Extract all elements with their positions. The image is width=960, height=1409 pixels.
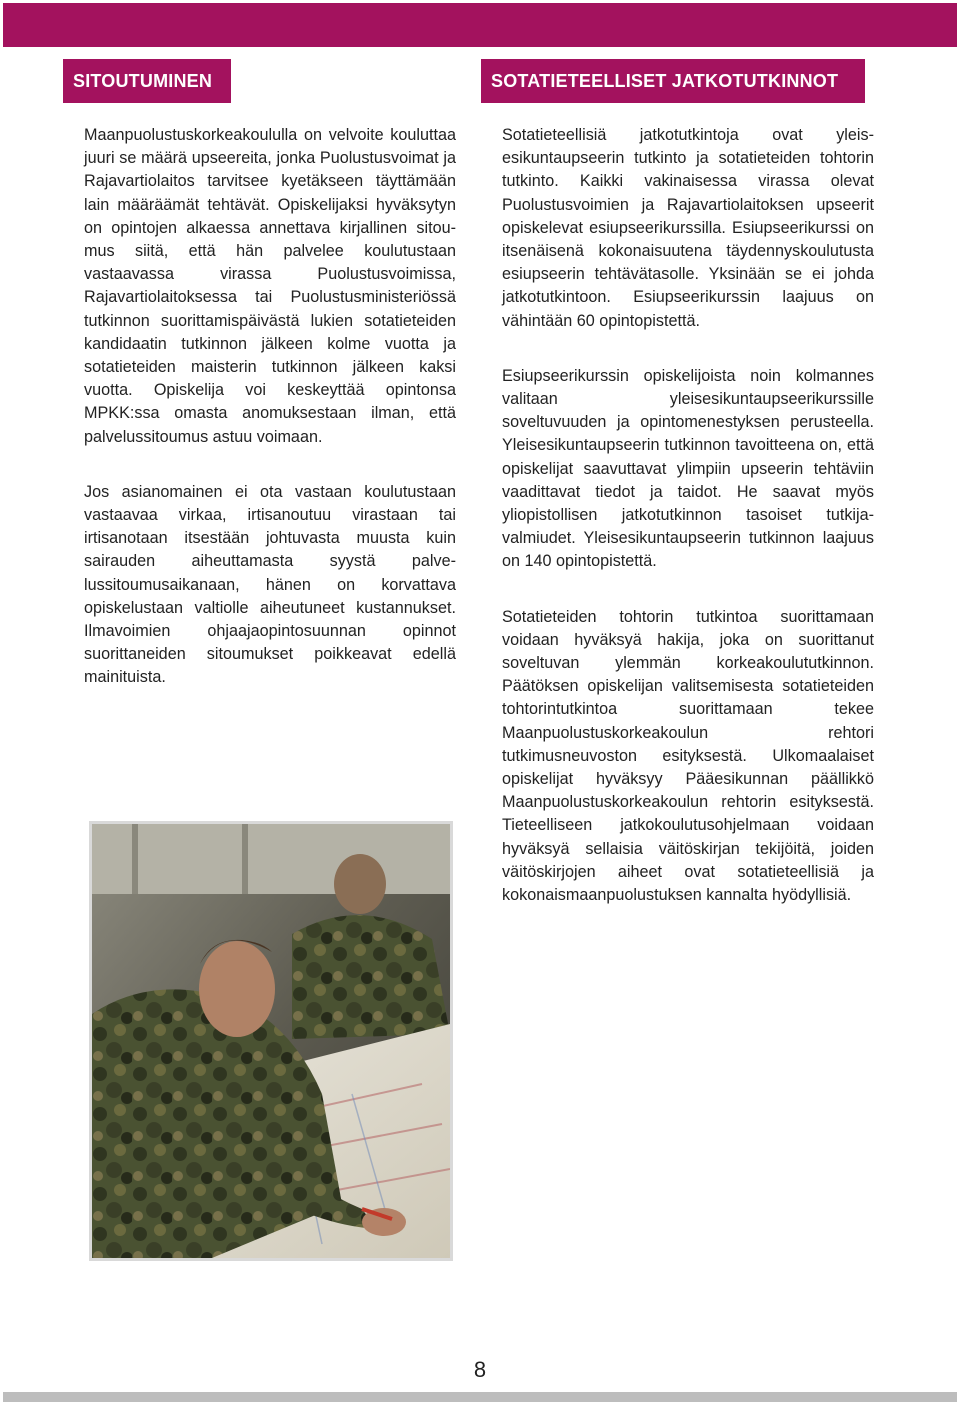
paragraph: Maanpuolustuskorkeakoululla on velvoite kouluttaa juuri se määrä upseereita, jonka Puolustusvoimat ja Rajavartiolaitos tarvitsee kyetäkseen täyttämään lain määräämät tehtävät. Opiskelijaksi hyväksytyn on opintojen alkaessa annettava kirjallinen sitoumus siitä, että hän palvelee koulutustaan vastaavassa virassa Puolustusvoimissa, Rajavartiolaitoksessa tai Puolustusministeriössä tutkinnon suorittamispäivästä lukien sotatieteiden kandidaatin tutkinnon jälkeen kolme vuotta ja sotatieteiden maisterin tutkinnon jälkeen kaksi vuotta. Opiskelija voi keskeyttää opintonsa MPKK:ssa omasta anomuksestaan ilman, että palvelussitoumus astuu voimaan. xyxy=(84,126,456,446)
footer-rule xyxy=(3,1392,957,1402)
paragraph: Esiupseerikurssin opiskelijoista noin kolmannes valitaan yleisesikuntaupseerikurssille soveltuvuuden ja opintomenestyksen perusteella. Yleisesikuntaupseerin tutkinnon tavoitteena on, että opiskelijat saavuttavat ylimpiin upseerin tehtäviin vaadittavat tiedot ja taidot. He saavat myös yliopistollisen jatkotutkinnon tasoiset tutkijavalmiudet. Yleisesikuntaupseerin tutkinnon laajuus on 140 opintopistettä. xyxy=(502,366,874,571)
left-column-text xyxy=(84,124,456,722)
paragraph: Sotatieteellisiä jatkotutkintoja ovat yleisesikuntaupseerin tutkinto ja sotatieteiden tohtorin tutkinto. Kaikki vakinaisessa virassa olevat Puolustusvoimien ja Rajavartiolaitoksen upseerit opiskelevat esiupseerikurssilla. Esiupseerikurssi on itsenäisenä kokonaisuutena täydennyskoulutusta esiupseerin tehtävätasolle. Yksinään se ei johda jatkotutkintoon. Esiupseerikurssin laajuus on vähintään 60 opintopistettä. xyxy=(502,126,874,330)
right-column-text xyxy=(502,124,874,939)
paragraph: Jos asianomainen ei ota vastaan koulutustaan vastaavaa virkaa, irtisanoutuu virastaan tai irtisanotaan itsestään johtuvasta muusta kuin sairauden aiheuttamasta syystä palvelussitoumusaikanaan, hänen on korvattava opiskelustaan valtiolle aiheutuneet kustannukset. Ilmavoimien ohjaajaopintosuunnan opinnot suorittaneiden sitoumukset poikkeavat edellä mainituista. xyxy=(84,482,456,687)
paragraph: Sotatieteiden tohtorin tutkintoa suorittamaan voidaan hyväksyä hakija, joka on suorittanut soveltuvan ylemmän korkeakoulututkinnon. Päätöksen opiskelijan valitsemisesta sotatieteiden tohtorintutkintoa suorittamaan tekee Maanpuolustuskorkeakoulun rehtori tutkimusneuvoston esityksestä. Ulkomaalaiset opiskelijat hyväksyy Pääesikunnan päällikkö Maanpuolustuskorkeakoulun rehtorin esityksestä. Tieteelliseen jatkokoulutusohjelmaan voidaan hyväksyä sellaisia väitöskirjan tekijöitä, joiden väitöskirjojen aiheet ovat sotatieteellisiä ja kokonaismaanpuolustuksen kannalta hyödyllisiä. xyxy=(502,607,874,905)
photo-student-studying-map xyxy=(89,821,453,1261)
page-number: 8 xyxy=(473,1357,487,1382)
section-heading-jatkotutkinnot: SOTATIETEELLISET JATKOTUTKINNOT xyxy=(481,59,865,103)
header-color-band xyxy=(3,3,957,47)
section-heading-sitoutuminen: SITOUTUMINEN xyxy=(63,59,231,103)
